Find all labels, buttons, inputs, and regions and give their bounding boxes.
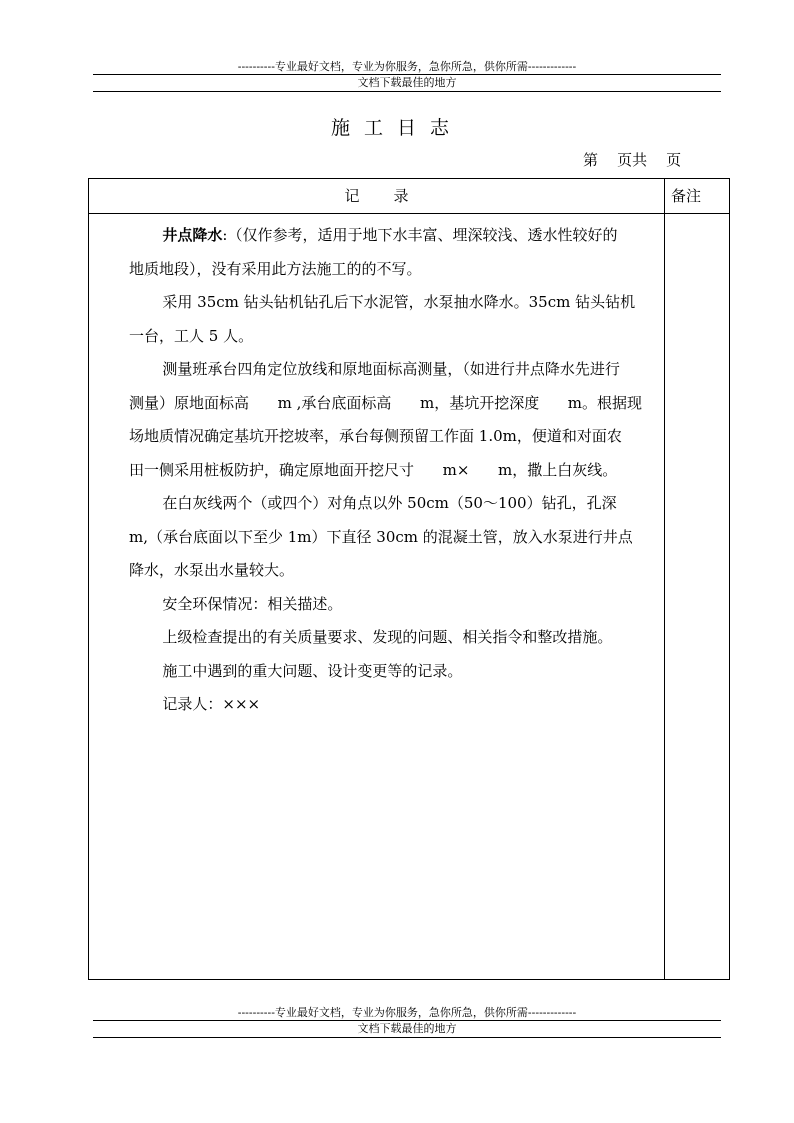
safety-text: 安全环保情况：相关描述。 (162, 594, 343, 613)
survey-line-2: 测量）原地面标高 m ,承台底面标高 m，基坑开挖深度 m。根据现 (129, 393, 643, 412)
inspection-text: 上级检查提出的有关质量要求、发现的问题、相关指令和整改措施。 (162, 628, 613, 646)
paragraph-issues (129, 655, 642, 689)
footer-subtitle: 文档下载最佳的地方 (357, 1022, 457, 1035)
record-column-header: 记录 (344, 187, 443, 205)
lime-line-1: 在白灰线两个（或四个）对角点以外 50cm（50～100）钻孔，孔深 (162, 494, 617, 512)
page-header (93, 60, 721, 92)
paragraph-safety (129, 588, 642, 622)
footer-slogan: ----------专业最好文档，专业为你服务，急你所急，供你所需------------- (237, 1006, 577, 1019)
header-row-divider (89, 213, 729, 214)
paragraph-survey (129, 353, 642, 387)
header-subtitle: 文档下载最佳的地方 (357, 76, 457, 89)
paragraph-drilling (129, 286, 642, 320)
paragraph-lime-line (129, 487, 642, 521)
survey-line-4: 田一侧采用桩板防护，确定原地面开挖尺寸 m× m，撒上白灰线。 (129, 460, 618, 479)
lime-line-2: m,（承台底面以下至少 1m）下直径 30cm 的混凝土管，放入水泵进行井点 (129, 527, 633, 546)
issues-text: 施工中遇到的重大问题、设计变更等的记录。 (162, 661, 463, 680)
well-point-note: :（仅作参考，适用于地下水丰富、埋深较浅、透水性较好的 (222, 226, 618, 244)
paragraph-recorder (129, 688, 642, 722)
survey-line-3: 场地质情况确定基坑开挖坡率，承台每侧预留工作面 1.0m，便道和对面农 (129, 427, 622, 445)
note-column-header: 备注 (671, 187, 702, 205)
paragraph-well-point (129, 219, 642, 253)
page-number: 第 页共 页 (583, 151, 682, 169)
footer-rule-thin (93, 1037, 721, 1038)
drilling-line-2: 一台，工人 5 人。 (129, 326, 254, 345)
recorder-text: 记录人：××× (162, 695, 261, 713)
paragraph-inspection (129, 621, 642, 655)
lime-line-3: 降水，水泵出水量较大。 (129, 561, 295, 579)
survey-line-1: 测量班承台四角定位放线和原地面标高测量，（如进行井点降水先进行 (162, 360, 620, 378)
document-title: 施工日志 (330, 117, 463, 139)
paragraph-line: 地质地段），没有采用此方法施工的的不写。 (129, 259, 422, 278)
record-content (129, 219, 642, 722)
column-divider (664, 179, 665, 979)
drilling-line-1: 采用 35cm 钻头钻机钻孔后下水泥管，水泵抽水降水。35cm 钻头钻机 (162, 293, 636, 311)
header-rule-thin (93, 91, 721, 92)
page-footer (93, 1006, 721, 1038)
well-point-heading: 井点降水 (162, 226, 223, 244)
header-slogan: ----------专业最好文档，专业为你服务，急你所急，供你所需------------- (237, 60, 577, 73)
log-table (88, 178, 730, 980)
